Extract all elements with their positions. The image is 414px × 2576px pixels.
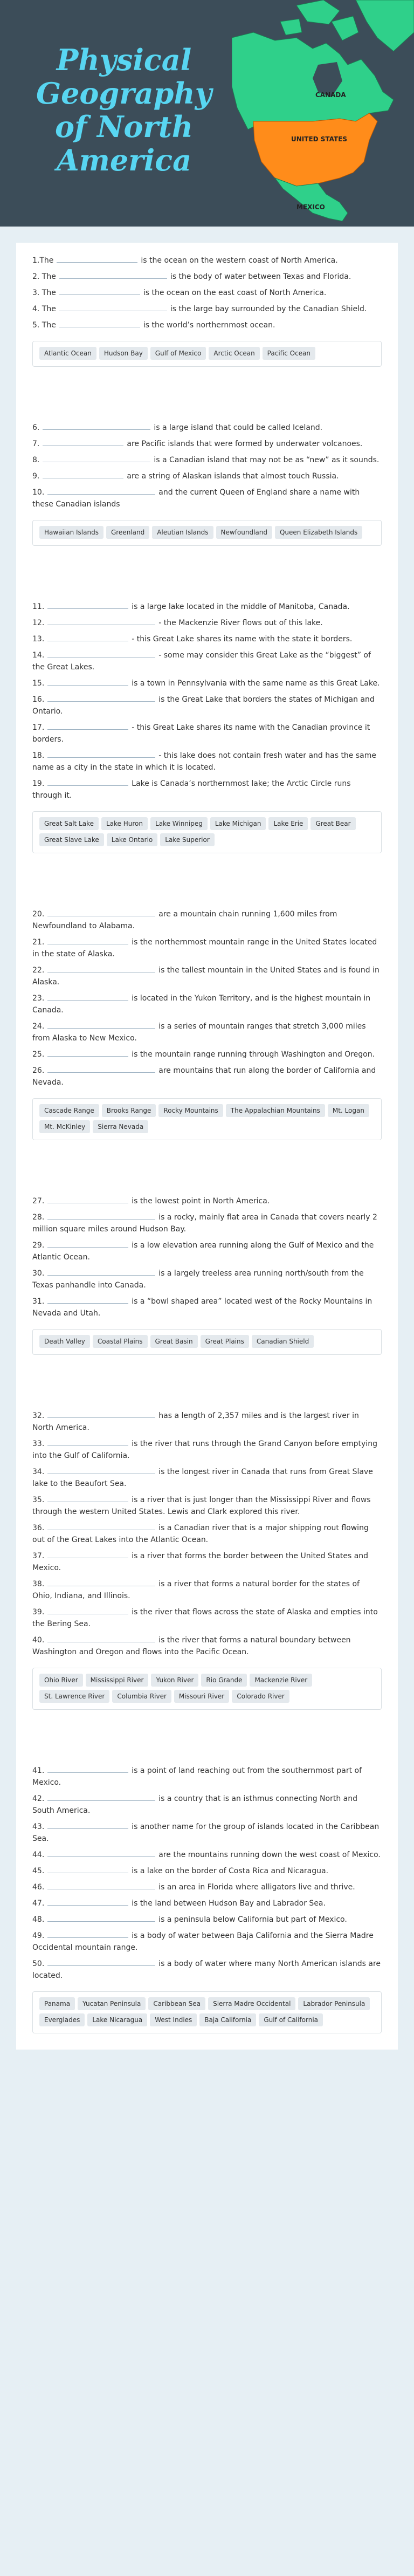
map-label-mexico: MEXICO: [296, 203, 325, 211]
answer-blank[interactable]: [47, 1294, 128, 1304]
question-number: 45.: [32, 1867, 45, 1875]
question: [32, 1238, 382, 1263]
question-text: - this Great Lake shares its name with the Canadian province it borders.: [32, 723, 370, 744]
word-bank-chip[interactable]: Hawaiian Islands: [39, 526, 104, 539]
question-number: 37.: [32, 1552, 45, 1560]
question: [32, 1577, 382, 1602]
word-bank: [32, 341, 382, 367]
question-number: 14.: [32, 651, 45, 660]
section-spacer: [16, 383, 398, 410]
answer-blank[interactable]: [47, 1792, 155, 1801]
question-text: is a point of land reaching out from the southernmost part of Mexico.: [32, 1766, 362, 1787]
question: [32, 421, 382, 434]
answer-blank[interactable]: [47, 1577, 155, 1586]
question: [32, 270, 382, 283]
question: [32, 632, 382, 645]
word-bank: [32, 1098, 382, 1140]
word-bank-chip[interactable]: Lake Ontario: [107, 833, 157, 846]
section-spacer: [16, 1726, 398, 1753]
answer-blank[interactable]: [47, 1194, 128, 1203]
answer-blank[interactable]: [47, 1238, 128, 1248]
question: [32, 1848, 382, 1861]
answer-blank[interactable]: [47, 1605, 128, 1614]
question-number: 15.: [32, 679, 45, 688]
word-bank-chip[interactable]: Sierra Madre Occidental: [208, 1997, 295, 2010]
answer-blank[interactable]: [47, 693, 155, 702]
question-number: 47.: [32, 1899, 45, 1908]
title-line: Physical: [56, 43, 192, 77]
answer-blank[interactable]: [43, 469, 123, 478]
question-text: is a Canadian island that may not be as “new” as it sounds.: [154, 456, 380, 464]
question: [32, 1493, 382, 1518]
answer-blank[interactable]: [47, 1210, 155, 1220]
answer-blank[interactable]: [47, 907, 155, 916]
title-line: Geography: [36, 76, 212, 111]
word-bank-chip[interactable]: Ohio River: [39, 1674, 83, 1687]
question-number: 5. The: [32, 321, 56, 330]
answer-blank[interactable]: [47, 600, 128, 609]
word-bank: [32, 520, 382, 546]
question: [32, 1266, 382, 1291]
word-bank-chip[interactable]: The Appalachian Mountains: [226, 1104, 325, 1117]
question-number: 17.: [32, 723, 45, 732]
question: [32, 693, 382, 717]
question: [32, 600, 382, 613]
question-text: are mountains that run along the border of California and Nevada.: [32, 1066, 376, 1087]
page-title: [22, 43, 226, 177]
question-number: 3. The: [32, 289, 56, 297]
question-number: 31.: [32, 1297, 45, 1306]
question-number: 24.: [32, 1022, 45, 1031]
word-bank-chip[interactable]: Great Bear: [310, 817, 355, 830]
word-bank-chip[interactable]: Coastal Plains: [93, 1335, 148, 1348]
question-text: is a rocky, mainly flat area in Canada that covers nearly 2 million square miles around Hudson Bay.: [32, 1213, 377, 1234]
question-number: 1.The: [32, 256, 54, 265]
word-bank-chip[interactable]: Rio Grande: [201, 1674, 247, 1687]
question-text: is the land between Hudson Bay and Labrador Sea.: [132, 1899, 326, 1908]
word-bank-chip[interactable]: Great Plains: [201, 1335, 249, 1348]
question: [32, 1820, 382, 1845]
question-text: is the lowest point in North America.: [132, 1197, 270, 1205]
question-text: is the Great Lake that borders the states of Michigan and Ontario.: [32, 695, 375, 716]
question-number: 46.: [32, 1883, 45, 1892]
question: [32, 1880, 382, 1893]
question: [32, 991, 382, 1016]
question: [32, 1437, 382, 1462]
question-number: 12.: [32, 619, 45, 627]
word-bank-chip[interactable]: Mt. McKinley: [39, 1120, 90, 1133]
question-text: is a Canadian river that is a major shipping rout flowing out of the Great Lakes into the Atlantic Ocean.: [32, 1524, 369, 1544]
question-section: [16, 896, 398, 1156]
word-bank-chip[interactable]: Mississippi River: [86, 1674, 149, 1687]
question-text: are the mountains running down the west coast of Mexico.: [158, 1851, 381, 1859]
question: [32, 286, 382, 299]
answer-blank[interactable]: [47, 1409, 155, 1418]
word-bank-chip[interactable]: Gulf of Mexico: [150, 347, 206, 360]
word-bank-chip[interactable]: Missouri River: [174, 1690, 229, 1703]
word-bank-chip[interactable]: Lake Michigan: [210, 817, 266, 830]
question-text: is a body of water between Baja California and the Sierra Madre Occidental mountain range.: [32, 1931, 374, 1952]
word-bank-chip[interactable]: West Indies: [150, 2013, 197, 2026]
question-text: are a string of Alaskan islands that almost touch Russia.: [127, 472, 339, 481]
answer-blank[interactable]: [43, 453, 150, 462]
question-text: is a largely treeless area running north/south from the Texas panhandle into Canada.: [32, 1269, 364, 1290]
question-section: [16, 1753, 398, 2050]
question-number: 30.: [32, 1269, 45, 1278]
answer-blank[interactable]: [47, 963, 155, 972]
question-number: 41.: [32, 1766, 45, 1775]
answer-blank[interactable]: [47, 1266, 155, 1276]
question-text: is a town in Pennsylvania with the same name as this Great Lake.: [132, 679, 380, 688]
question-number: 48.: [32, 1915, 45, 1924]
answer-blank[interactable]: [47, 1521, 155, 1530]
word-bank-chip[interactable]: Atlantic Ocean: [39, 347, 96, 360]
question-number: 2. The: [32, 272, 56, 281]
word-bank-chip[interactable]: Canadian Shield: [252, 1335, 314, 1348]
question-number: 39.: [32, 1608, 45, 1616]
question-section: [16, 589, 398, 869]
question-text: - this Great Lake shares its name with the state it borders.: [132, 635, 353, 643]
question-number: 7.: [32, 440, 40, 448]
header-banner: [0, 0, 414, 227]
word-bank-chip[interactable]: Great Salt Lake: [39, 817, 99, 830]
question: [32, 1605, 382, 1630]
answer-blank[interactable]: [47, 1820, 128, 1829]
question-number: 27.: [32, 1197, 45, 1205]
answer-blank[interactable]: [47, 1047, 128, 1057]
question-text: is located in the Yukon Territory, and is the highest mountain in Canada.: [32, 994, 371, 1015]
question: [32, 648, 382, 673]
question-number: 22.: [32, 966, 45, 975]
question-text: is an area in Florida where alligators live and thrive.: [158, 1883, 355, 1892]
word-bank-chip[interactable]: Lake Erie: [268, 817, 308, 830]
word-bank-chip[interactable]: Yucatan Peninsula: [78, 1997, 146, 2010]
word-bank-chip[interactable]: Sierra Nevada: [93, 1120, 148, 1133]
answer-blank[interactable]: [47, 648, 155, 657]
question-text: - some may consider this Great Lake as the “biggest” of the Great Lakes.: [32, 651, 371, 672]
word-bank-chip[interactable]: Columbia River: [112, 1690, 171, 1703]
word-bank-chip[interactable]: Lake Nicaragua: [87, 2013, 147, 2026]
word-bank-chip[interactable]: Rocky Mountains: [158, 1104, 223, 1117]
word-bank-chip[interactable]: Labrador Peninsula: [298, 1997, 370, 2010]
word-bank-chip[interactable]: Arctic Ocean: [209, 347, 259, 360]
answer-blank[interactable]: [47, 1896, 128, 1906]
word-bank: [32, 1668, 382, 1710]
word-bank-chip[interactable]: Lake Huron: [101, 817, 148, 830]
word-bank-chip[interactable]: Yukon River: [151, 1674, 198, 1687]
question-text: is a peninsula below California but part of Mexico.: [158, 1915, 347, 1924]
question-number: 28.: [32, 1213, 45, 1222]
question: [32, 1521, 382, 1546]
word-bank: [32, 811, 382, 853]
word-bank-chip[interactable]: Greenland: [106, 526, 149, 539]
answer-blank[interactable]: [47, 721, 128, 730]
answer-blank[interactable]: [47, 1929, 128, 1938]
answer-blank[interactable]: [47, 616, 155, 625]
answer-blank[interactable]: [47, 1465, 155, 1474]
question: [32, 469, 382, 482]
question: [32, 254, 382, 266]
question: [32, 1210, 382, 1235]
question: [32, 453, 382, 466]
question: [32, 749, 382, 773]
question-text: - this lake does not contain fresh water and has the same name as a city in the state in which it is located.: [32, 751, 376, 772]
answer-blank[interactable]: [47, 1019, 155, 1029]
question: [32, 721, 382, 745]
question-number: 32.: [32, 1412, 45, 1420]
question-text: is the body of water between Texas and Florida.: [170, 272, 351, 281]
question: [32, 302, 382, 315]
section-spacer: [16, 1156, 398, 1183]
question-text: is the ocean on the east coast of North America.: [143, 289, 327, 297]
map-label-usa: UNITED STATES: [291, 135, 348, 143]
word-bank-chip[interactable]: Everglades: [39, 2013, 85, 2026]
answer-blank[interactable]: [59, 318, 140, 327]
word-bank-chip[interactable]: Hudson Bay: [99, 347, 148, 360]
question-number: 10.: [32, 488, 45, 497]
question-text: is a lake on the border of Costa Rica and Nicaragua.: [132, 1867, 329, 1875]
word-bank-chip[interactable]: Panama: [39, 1997, 75, 2010]
question: [32, 1929, 382, 1954]
question: [32, 1913, 382, 1926]
word-bank: [32, 1991, 382, 2033]
question-text: is the longest river in Canada that runs from Great Slave lake to the Beaufort Sea.: [32, 1468, 373, 1488]
question-text: is the large bay surrounded by the Canadian Shield.: [170, 305, 367, 313]
word-bank-chip[interactable]: Lake Winnipeg: [150, 817, 208, 830]
question-text: has a length of 2,357 miles and is the largest river in North America.: [32, 1412, 359, 1432]
question-section: [16, 243, 398, 383]
answer-blank[interactable]: [43, 437, 123, 446]
word-bank: [32, 1329, 382, 1355]
section-spacer: [16, 869, 398, 896]
map-label-canada: CANADA: [315, 91, 346, 99]
word-bank-chip[interactable]: Cascade Range: [39, 1104, 99, 1117]
answer-blank[interactable]: [47, 1493, 128, 1502]
answer-blank[interactable]: [47, 749, 155, 758]
word-bank-chip[interactable]: Great Slave Lake: [39, 833, 104, 846]
question-number: 35.: [32, 1496, 45, 1504]
answer-blank[interactable]: [47, 1880, 155, 1889]
question-number: 33.: [32, 1440, 45, 1448]
question-text: is a body of water where many North American islands are located.: [32, 1960, 381, 1980]
title-line: America: [56, 143, 192, 177]
question-number: 18.: [32, 751, 45, 760]
question-text: is the river that runs through the Grand Canyon before emptying into the Gulf of California.: [32, 1440, 377, 1460]
question-section: [16, 1183, 398, 1371]
question-text: is a river that is just longer than the Mississippi River and flows through the western United States. Lewis and Clark explored this river.: [32, 1496, 371, 1516]
answer-blank[interactable]: [47, 935, 128, 944]
question: [32, 1047, 382, 1060]
answer-blank[interactable]: [47, 1957, 155, 1966]
answer-blank[interactable]: [57, 254, 137, 263]
question-text: is a large island that could be called Iceland.: [154, 423, 323, 432]
word-bank-chip[interactable]: St. Lawrence River: [39, 1690, 109, 1703]
question-number: 16.: [32, 695, 45, 704]
question-number: 20.: [32, 910, 45, 919]
question-text: is a river that forms a natural border for the states of Ohio, Indiana, and Illinois.: [32, 1580, 360, 1600]
question: [32, 1957, 382, 1982]
question: [32, 907, 382, 932]
word-bank-chip[interactable]: Mackenzie River: [250, 1674, 312, 1687]
question-text: is a “bowl shaped area” located west of the Rocky Mountains in Nevada and Utah.: [32, 1297, 372, 1318]
word-bank-chip[interactable]: Baja California: [199, 2013, 256, 2026]
question: [32, 1864, 382, 1877]
question-number: 6.: [32, 423, 40, 432]
question-text: is the river that forms a natural boundary between Washington and Oregon and flows into the Pacific Ocean.: [32, 1636, 351, 1656]
answer-blank[interactable]: [47, 1064, 155, 1073]
question: [32, 1549, 382, 1574]
section-spacer: [16, 1371, 398, 1398]
question-number: 25.: [32, 1050, 45, 1059]
question-number: 42.: [32, 1794, 45, 1803]
question-text: are Pacific islands that were formed by underwater volcanoes.: [127, 440, 363, 448]
question-text: is the northernmost mountain range in the United States located in the state of Alaska.: [32, 938, 377, 958]
answer-blank[interactable]: [59, 302, 167, 311]
question: [32, 1465, 382, 1490]
question: [32, 1294, 382, 1319]
question-text: is a country that is an isthmus connecting North and South America.: [32, 1794, 357, 1815]
question-number: 44.: [32, 1851, 45, 1859]
question-text: Lake is Canada’s northernmost lake; the Arctic Circle runs through it.: [32, 779, 351, 800]
question-text: - the Mackenzie River flows out of this lake.: [158, 619, 323, 627]
question-number: 13.: [32, 635, 45, 643]
answer-blank[interactable]: [47, 676, 128, 686]
worksheet: [0, 243, 414, 2050]
title-line: of North: [54, 109, 194, 144]
question-number: 23.: [32, 994, 45, 1003]
question-number: 49.: [32, 1931, 45, 1940]
question: [32, 1019, 382, 1044]
answer-blank[interactable]: [43, 421, 150, 430]
answer-blank[interactable]: [47, 1549, 128, 1558]
question-number: 8.: [32, 456, 40, 464]
answer-blank[interactable]: [47, 1633, 155, 1642]
question: [32, 1633, 382, 1658]
answer-blank[interactable]: [47, 1913, 155, 1922]
word-bank-chip[interactable]: Caribbean Sea: [148, 1997, 205, 2010]
question: [32, 318, 382, 331]
answer-blank[interactable]: [47, 1437, 128, 1446]
word-bank-chip[interactable]: Aleutian Islands: [152, 526, 213, 539]
answer-blank[interactable]: [47, 1764, 128, 1773]
word-bank-chip[interactable]: Lake Superior: [160, 833, 215, 846]
question: [32, 777, 382, 801]
question-text: is a large lake located in the middle of Manitoba, Canada.: [132, 602, 350, 611]
question: [32, 1194, 382, 1207]
question-section: [16, 410, 398, 562]
question-number: 34.: [32, 1468, 45, 1476]
word-bank-chip[interactable]: Queen Elizabeth Islands: [275, 526, 362, 539]
word-bank-chip[interactable]: Pacific Ocean: [263, 347, 315, 360]
word-bank-chip[interactable]: Mt. Logan: [328, 1104, 369, 1117]
question-number: 43.: [32, 1823, 45, 1831]
question: [32, 437, 382, 450]
question-number: 19.: [32, 779, 45, 788]
word-bank-chip[interactable]: Colorado River: [232, 1690, 289, 1703]
question-number: 9.: [32, 472, 40, 481]
answer-blank[interactable]: [47, 632, 128, 641]
answer-blank[interactable]: [47, 777, 128, 786]
question-text: is a low elevation area running along the Gulf of Mexico and the Atlantic Ocean.: [32, 1241, 374, 1262]
question: [32, 676, 382, 689]
question: [32, 1409, 382, 1434]
answer-blank[interactable]: [47, 1864, 128, 1873]
question-section: [16, 1398, 398, 1726]
question: [32, 1064, 382, 1088]
question-number: 40.: [32, 1636, 45, 1645]
question-text: is a series of mountain ranges that stretch 3,000 miles from Alaska to New Mexico.: [32, 1022, 366, 1043]
answer-blank[interactable]: [59, 270, 167, 279]
question-text: is the tallest mountain in the United States and is found in Alaska.: [32, 966, 380, 986]
question-number: 26.: [32, 1066, 45, 1075]
question-number: 36.: [32, 1524, 45, 1532]
question: [32, 485, 382, 510]
question-number: 38.: [32, 1580, 45, 1588]
question-text: is a river that forms the border between the United States and Mexico.: [32, 1552, 369, 1572]
question-number: 4. The: [32, 305, 56, 313]
answer-blank[interactable]: [47, 991, 128, 1001]
question-number: 29.: [32, 1241, 45, 1250]
question-text: are a mountain chain running 1,600 miles from Newfoundland to Alabama.: [32, 910, 337, 930]
question: [32, 1896, 382, 1909]
question: [32, 616, 382, 629]
question-text: is the river that flows across the state of Alaska and empties into the Bering Sea.: [32, 1608, 378, 1628]
question-number: 21.: [32, 938, 45, 947]
question-number: 50.: [32, 1960, 45, 1968]
question-text: is the ocean on the western coast of North America.: [141, 256, 338, 265]
question: [32, 1792, 382, 1817]
question-text: is the mountain range running through Washington and Oregon.: [132, 1050, 375, 1059]
question: [32, 1764, 382, 1789]
north-america-map: [232, 0, 414, 227]
question-text: is another name for the group of islands located in the Caribbean Sea.: [32, 1823, 380, 1843]
answer-blank[interactable]: [59, 286, 140, 295]
word-bank-chip[interactable]: Death Valley: [39, 1335, 90, 1348]
word-bank-chip[interactable]: Great Basin: [150, 1335, 198, 1348]
word-bank-chip[interactable]: Newfoundland: [216, 526, 272, 539]
question-text: is the world’s northernmost ocean.: [143, 321, 275, 330]
section-spacer: [16, 562, 398, 589]
question-number: 11.: [32, 602, 45, 611]
answer-blank[interactable]: [47, 1848, 155, 1857]
question-text: and the current Queen of England share a name with these Canadian islands: [32, 488, 360, 509]
question: [32, 963, 382, 988]
word-bank-chip[interactable]: Gulf of California: [259, 2013, 323, 2026]
answer-blank[interactable]: [47, 485, 155, 495]
word-bank-chip[interactable]: Brooks Range: [102, 1104, 156, 1117]
question: [32, 935, 382, 960]
